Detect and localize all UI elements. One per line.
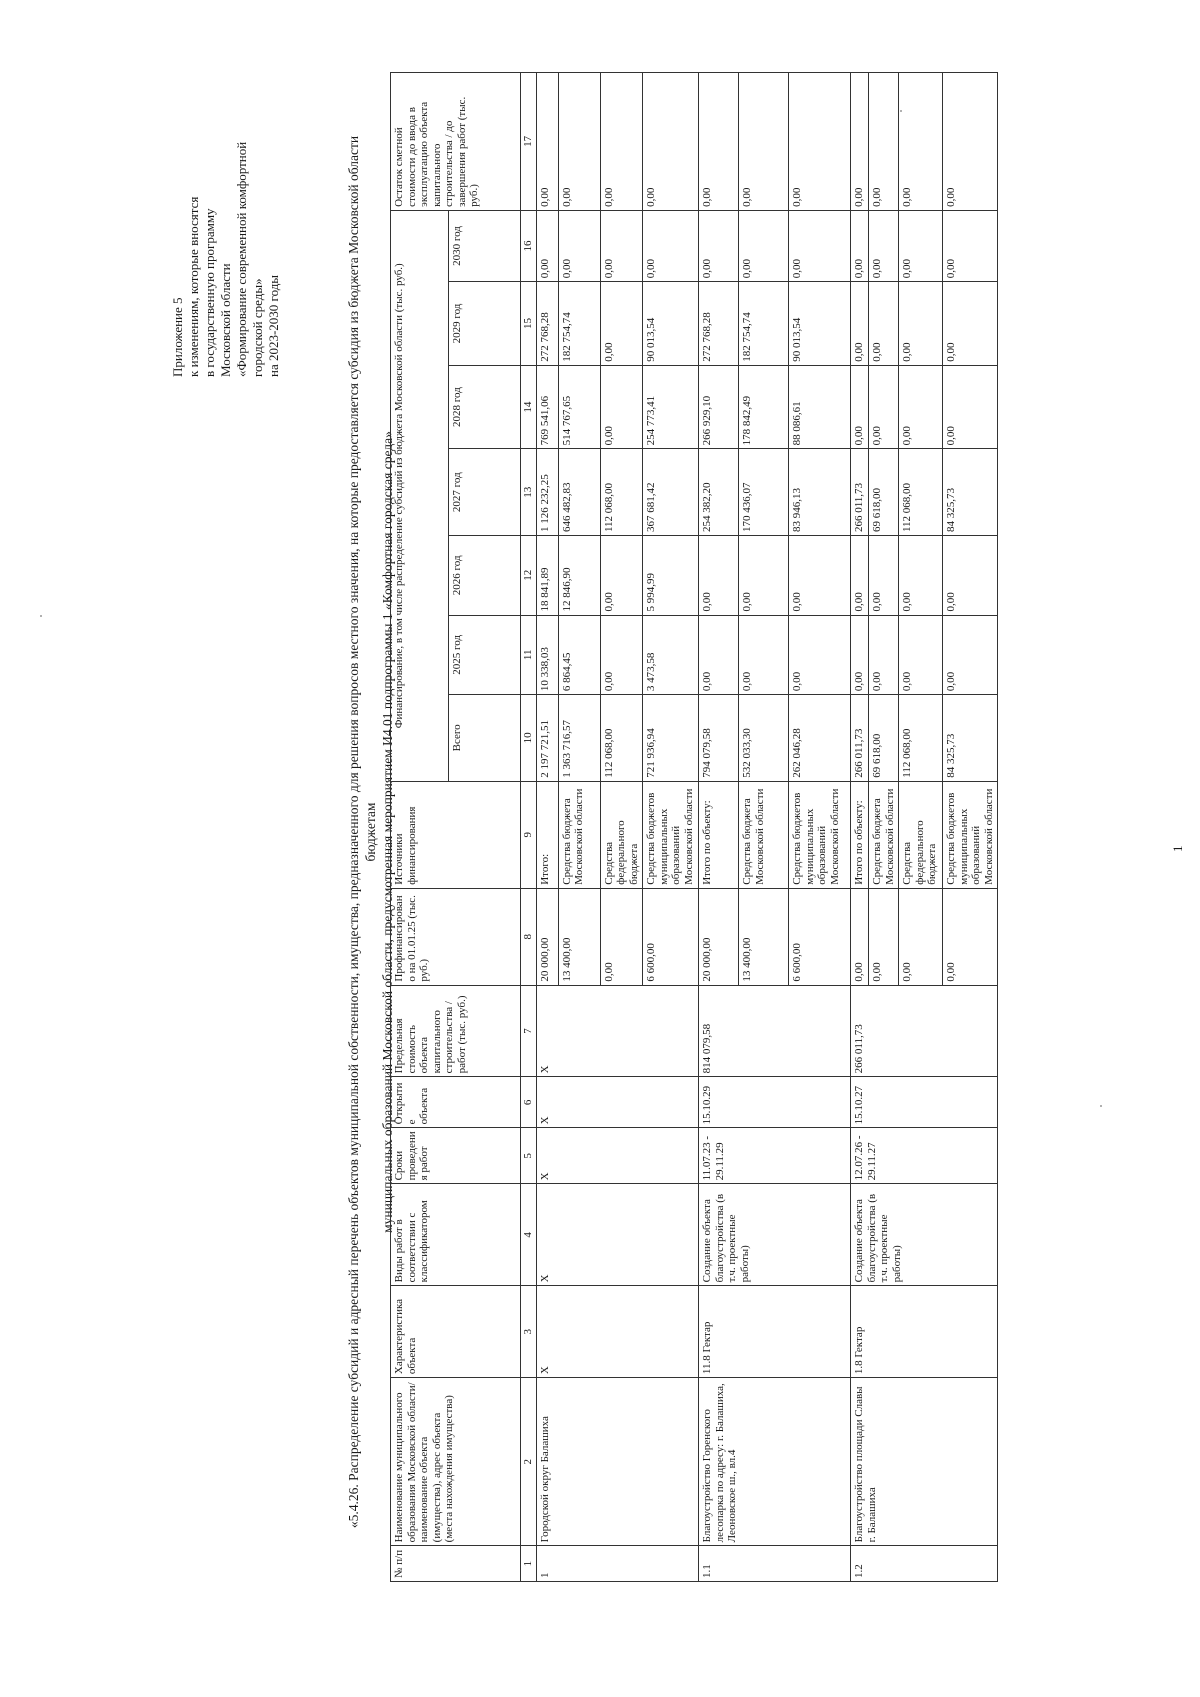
cell-amount: 0,00 xyxy=(558,210,600,281)
cell-amount: 266 011,73 xyxy=(851,695,869,782)
scan-speck xyxy=(1100,1105,1102,1107)
cell-source: Средства федерального бюджета xyxy=(600,781,643,888)
column-number: 8 xyxy=(521,888,537,985)
cell-source: Средства бюджета Московской области xyxy=(869,781,899,888)
cell-amount: 84 325,73 xyxy=(943,695,998,782)
cell-amount: 0,00 xyxy=(699,73,739,211)
header-2025: 2025 год xyxy=(449,615,521,695)
cell-amount: 266 929,10 xyxy=(699,365,739,449)
cell-amount: 6 864,45 xyxy=(558,615,600,695)
header-prefin: Профинансировано на 01.01.25 (тыс. руб.) xyxy=(391,888,521,985)
cell-amount: 0,00 xyxy=(943,615,998,695)
cell-char: 11.8 Гектар xyxy=(699,1286,851,1378)
cell-amount: 18 841,89 xyxy=(536,536,558,616)
appendix-line: Приложение 5 xyxy=(170,297,185,377)
cell-amount: 178 842,49 xyxy=(739,365,789,449)
header-source: Источники финансирования xyxy=(391,781,521,888)
scan-speck xyxy=(40,615,42,617)
cell-amount: 3 473,58 xyxy=(643,615,699,695)
cell-prefinanced: 6 600,00 xyxy=(643,888,699,985)
cell-source: Средства бюджета Московской области xyxy=(558,781,600,888)
cell-amount: 794 079,58 xyxy=(699,695,739,782)
column-number: 17 xyxy=(521,73,537,211)
cell-amount: 0,00 xyxy=(851,615,869,695)
cell-terms: 12.07.26 - 29.11.27 xyxy=(851,1128,998,1184)
header-2026: 2026 год xyxy=(449,536,521,616)
cell-amount: 0,00 xyxy=(943,73,998,211)
cell-amount: 0,00 xyxy=(600,73,643,211)
cell-terms: 11.07.23 - 29.11.29 xyxy=(699,1128,851,1184)
cell-amount: 0,00 xyxy=(869,536,899,616)
cell-amount: 0,00 xyxy=(869,615,899,695)
cell-amount: 112 068,00 xyxy=(899,695,943,782)
table-row xyxy=(851,73,869,1582)
cell-works: Создание объекта благоустройства (в т.ч. проектные работы) xyxy=(699,1184,851,1286)
cell-source: Средства бюджетов муниципальных образований Московской области xyxy=(943,781,998,888)
cell-amount: 0,00 xyxy=(536,210,558,281)
cell-amount: 0,00 xyxy=(789,73,851,211)
cell-amount: 514 767,65 xyxy=(558,365,600,449)
cell-amount: 0,00 xyxy=(869,282,899,366)
cell-amount: 0,00 xyxy=(943,282,998,366)
column-number: 16 xyxy=(521,210,537,281)
appendix-line: городской среды» xyxy=(250,278,265,377)
cell-amount: 1 363 716,57 xyxy=(558,695,600,782)
cell-works: X xyxy=(536,1184,699,1286)
cell-amount: 90 013,54 xyxy=(643,282,699,366)
cell-source: Итого: xyxy=(536,781,558,888)
cell-amount: 769 541,06 xyxy=(536,365,558,449)
page-number: 1 xyxy=(1170,845,1185,852)
cell-amount: 90 013,54 xyxy=(789,282,851,366)
cell-limit: 814 079,58 xyxy=(699,985,851,1077)
cell-source: Итого по объекту: xyxy=(699,781,739,888)
column-number: 11 xyxy=(521,615,537,695)
cell-amount: 69 618,00 xyxy=(869,449,899,536)
cell-prefinanced: 0,00 xyxy=(600,888,643,985)
column-number: 6 xyxy=(521,1077,537,1128)
cell-amount: 112 068,00 xyxy=(600,695,643,782)
column-number: 12 xyxy=(521,536,537,616)
cell-amount: 272 768,28 xyxy=(699,282,739,366)
column-numbers-row xyxy=(521,73,537,1582)
table-row xyxy=(536,73,558,1582)
cell-amount: 254 382,20 xyxy=(699,449,739,536)
cell-amount: 0,00 xyxy=(600,282,643,366)
column-number: 1 xyxy=(521,1546,537,1582)
cell-no: 1.2 xyxy=(851,1546,998,1582)
cell-amount: 0,00 xyxy=(851,282,869,366)
cell-amount: 12 846,90 xyxy=(558,536,600,616)
header-no: № п/п xyxy=(391,1546,521,1582)
appendix-line: «Формирование современной комфортной xyxy=(234,141,249,377)
cell-amount: 532 033,30 xyxy=(739,695,789,782)
cell-amount: 0,00 xyxy=(600,210,643,281)
cell-amount: 0,00 xyxy=(789,615,851,695)
cell-source: Средства бюджета Московской области xyxy=(739,781,789,888)
appendix-line: на 2023-2030 годы xyxy=(266,274,281,377)
cell-amount: 0,00 xyxy=(600,365,643,449)
cell-amount: 0,00 xyxy=(558,73,600,211)
header-char: Характеристика объекта xyxy=(391,1286,521,1378)
header-2027: 2027 год xyxy=(449,449,521,536)
header-open: Открытие объекта xyxy=(391,1077,521,1128)
cell-amount: 112 068,00 xyxy=(899,449,943,536)
header-terms: Сроки проведения работ xyxy=(391,1128,521,1184)
cell-amount: 0,00 xyxy=(899,282,943,366)
cell-amount: 0,00 xyxy=(699,615,739,695)
cell-amount: 112 068,00 xyxy=(600,449,643,536)
cell-amount: 0,00 xyxy=(851,536,869,616)
cell-prefinanced: 6 600,00 xyxy=(789,888,851,985)
appendix-line: в государственную программу xyxy=(202,208,217,377)
column-number: 7 xyxy=(521,985,537,1077)
cell-amount: 84 325,73 xyxy=(943,449,998,536)
cell-amount: 0,00 xyxy=(899,73,943,211)
cell-prefinanced: 20 000,00 xyxy=(536,888,558,985)
cell-amount: 0,00 xyxy=(851,73,869,211)
cell-amount: 0,00 xyxy=(851,365,869,449)
cell-amount: 182 754,74 xyxy=(558,282,600,366)
cell-amount: 88 086,61 xyxy=(789,365,851,449)
column-number: 9 xyxy=(521,781,537,888)
cell-amount: 0,00 xyxy=(943,210,998,281)
table-row xyxy=(699,73,739,1582)
cell-limit: X xyxy=(536,985,699,1077)
cell-amount: 266 011,73 xyxy=(851,449,869,536)
cell-prefinanced: 0,00 xyxy=(869,888,899,985)
cell-amount: 646 482,83 xyxy=(558,449,600,536)
cell-amount: 0,00 xyxy=(699,210,739,281)
column-number: 14 xyxy=(521,365,537,449)
cell-amount: 0,00 xyxy=(943,536,998,616)
cell-source: Средства федерального бюджета xyxy=(899,781,943,888)
appendix-block xyxy=(170,47,282,377)
column-number: 5 xyxy=(521,1128,537,1184)
cell-source: Средства бюджетов муниципальных образований Московской области xyxy=(789,781,851,888)
cell-name: Городской округ Балашиха xyxy=(536,1378,699,1546)
header-rest: Остаток сметной стоимости до ввода в эксплуатацию объекта капитального строительства / до завершения работ (тыс. руб.) xyxy=(391,73,521,211)
cell-prefinanced: 0,00 xyxy=(943,888,998,985)
cell-amount: 367 681,42 xyxy=(643,449,699,536)
cell-amount: 0,00 xyxy=(943,365,998,449)
cell-open: 15.10.29 xyxy=(699,1077,851,1128)
cell-amount: 2 197 721,51 xyxy=(536,695,558,782)
cell-amount: 0,00 xyxy=(536,73,558,211)
cell-amount: 0,00 xyxy=(869,365,899,449)
cell-amount: 0,00 xyxy=(869,210,899,281)
cell-terms: X xyxy=(536,1128,699,1184)
subsidy-table xyxy=(390,72,998,1582)
column-number: 10 xyxy=(521,695,537,782)
cell-prefinanced: 0,00 xyxy=(851,888,869,985)
cell-amount: 0,00 xyxy=(869,73,899,211)
header-name: Наименование муниципального образования Московской области/наименование объекта (имущества), адрес объекта (места нахождения имущества) xyxy=(391,1378,521,1546)
column-number: 3 xyxy=(521,1286,537,1378)
cell-amount: 182 754,74 xyxy=(739,282,789,366)
cell-amount: 0,00 xyxy=(789,536,851,616)
heading-line-2: муниципальных образований Московской области, предусмотренная мероприятием И4.01 подпрограммы 1 «Комфортная городская среда» xyxy=(380,431,395,1233)
cell-no: 1.1 xyxy=(699,1546,851,1582)
cell-amount: 272 768,28 xyxy=(536,282,558,366)
cell-amount: 0,00 xyxy=(699,536,739,616)
header-2028: 2028 год xyxy=(449,365,521,449)
cell-amount: 170 436,07 xyxy=(739,449,789,536)
column-number: 2 xyxy=(521,1378,537,1546)
cell-amount: 0,00 xyxy=(789,210,851,281)
header-limit: Предельная стоимость объекта капитального строительства / работ (тыс. руб.) xyxy=(391,985,521,1077)
cell-char: 1.8 Гектар xyxy=(851,1286,998,1378)
cell-amount: 262 046,28 xyxy=(789,695,851,782)
cell-no: 1 xyxy=(536,1546,699,1582)
cell-amount: 10 338,03 xyxy=(536,615,558,695)
column-number: 13 xyxy=(521,449,537,536)
cell-amount: 0,00 xyxy=(851,210,869,281)
cell-source: Средства бюджетов муниципальных образований Московской области xyxy=(643,781,699,888)
cell-amount: 0,00 xyxy=(600,536,643,616)
cell-amount: 721 936,94 xyxy=(643,695,699,782)
column-number: 15 xyxy=(521,282,537,366)
cell-prefinanced: 20 000,00 xyxy=(699,888,739,985)
cell-open: X xyxy=(536,1077,699,1128)
appendix-line: Московской области xyxy=(218,263,233,377)
cell-name: Благоустройство площади Славы г. Балашиха xyxy=(851,1378,998,1546)
cell-amount: 0,00 xyxy=(739,210,789,281)
header-2030: 2030 год xyxy=(449,210,521,281)
header-total: Всего xyxy=(449,695,521,782)
cell-amount: 0,00 xyxy=(600,615,643,695)
cell-amount: 0,00 xyxy=(739,73,789,211)
scan-speck xyxy=(900,110,902,112)
cell-amount: 0,00 xyxy=(899,536,943,616)
cell-name: Благоустройство Горенского лесопарка по адресу: г. Балашиха, Леоновское ш., вл.4 xyxy=(699,1378,851,1546)
cell-amount: 5 994,99 xyxy=(643,536,699,616)
document-heading xyxy=(345,107,396,1557)
header-2029: 2029 год xyxy=(449,282,521,366)
cell-open: 15.10.27 xyxy=(851,1077,998,1128)
cell-amount: 0,00 xyxy=(899,365,943,449)
cell-source: Итого по объекту: xyxy=(851,781,869,888)
cell-amount: 0,00 xyxy=(643,210,699,281)
column-number: 4 xyxy=(521,1184,537,1286)
cell-amount: 0,00 xyxy=(739,615,789,695)
cell-limit: 266 011,73 xyxy=(851,985,998,1077)
cell-amount: 0,00 xyxy=(739,536,789,616)
cell-amount: 254 773,41 xyxy=(643,365,699,449)
cell-prefinanced: 13 400,00 xyxy=(739,888,789,985)
cell-amount: 83 946,13 xyxy=(789,449,851,536)
cell-amount: 0,00 xyxy=(899,210,943,281)
cell-prefinanced: 0,00 xyxy=(899,888,943,985)
header-works: Виды работ в соответствии с классификатором xyxy=(391,1184,521,1286)
cell-prefinanced: 13 400,00 xyxy=(558,888,600,985)
heading-line-1: «5.4.26. Распределение субсидий и адресный перечень объектов муниципальной собственности, имущества, предназначенного для решения вопросов местного значения, на которые предоставляется субсидия из бюджета Московской области бюджетам xyxy=(346,135,378,1529)
appendix-line: к изменениям, которые вносятся xyxy=(186,196,201,377)
cell-works: Создание объекта благоустройства (в т.ч. проектные работы) xyxy=(851,1184,998,1286)
cell-amount: 0,00 xyxy=(899,615,943,695)
header-financing: Финансирование, в том числе распределение субсидий из бюджета Московской области (тыс. руб.) xyxy=(391,210,449,781)
cell-char: X xyxy=(536,1286,699,1378)
cell-amount: 69 618,00 xyxy=(869,695,899,782)
cell-amount: 0,00 xyxy=(643,73,699,211)
cell-amount: 1 126 232,25 xyxy=(536,449,558,536)
